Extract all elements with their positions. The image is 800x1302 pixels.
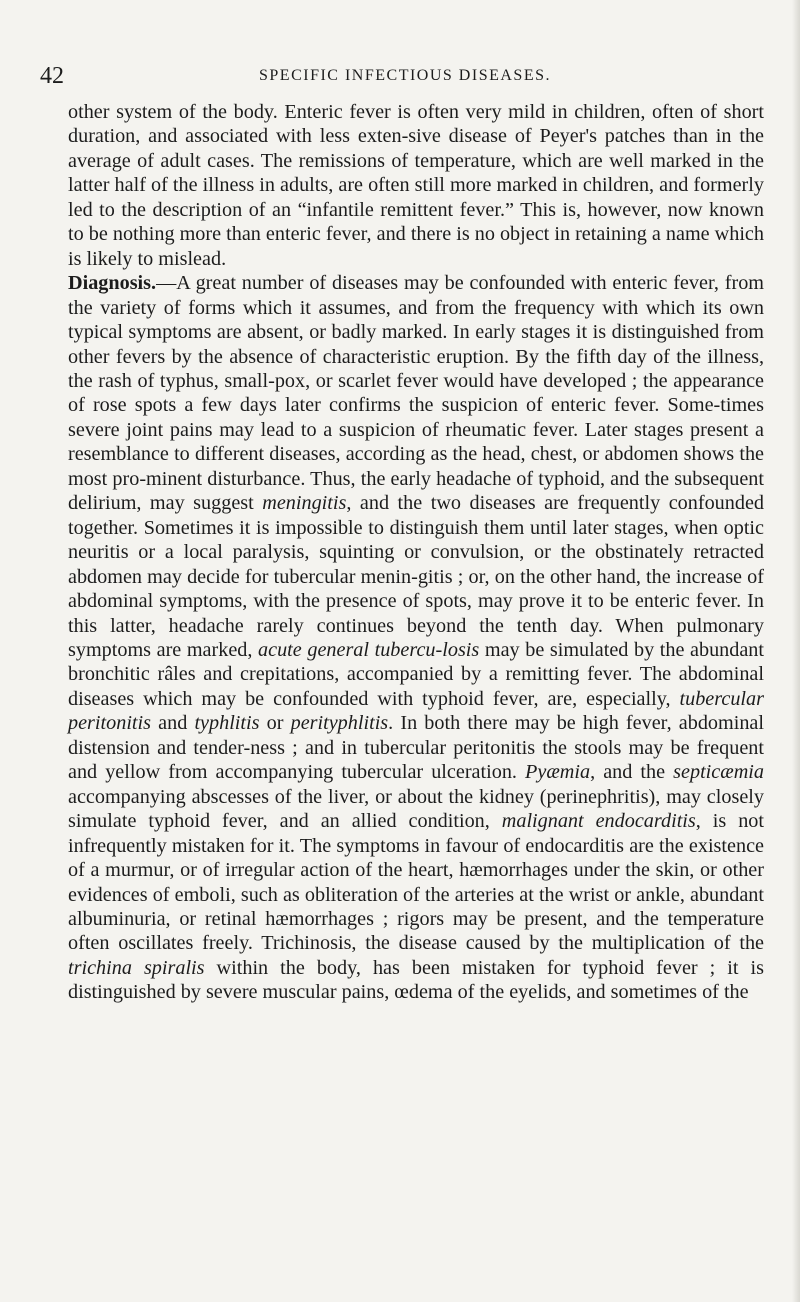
italic-term: malignant endocarditis — [501, 810, 696, 833]
paragraph-text: , and the — [590, 761, 674, 784]
running-head — [40, 62, 770, 90]
italic-term: typhlitis — [194, 712, 260, 735]
paragraph-text: and — [151, 712, 195, 735]
italic-term: septicæmia — [673, 761, 764, 784]
paragraph-text: may be simulated by the abundant bronchitic râles and crepitations, accompanied by a remitting fever. The abdominal diseases which may be confounded with typhoid fever, are, especially, — [68, 638, 765, 710]
running-title: SPECIFIC INFECTIOUS DISEASES. — [259, 67, 551, 84]
italic-term: tubercular peritonitis — [68, 687, 764, 735]
italic-term: trichina spiralis — [68, 956, 205, 979]
paragraph-text: or — [259, 712, 291, 735]
body-text — [68, 100, 764, 1005]
paragraph-text: other system of the body. Enteric fever is often very mild in children, often of short duration, and associated with less exten-sive disease of Peyer's patches than in the average of adult cases. The remissions of temperature, which are well marked in the latter half of the illness in adults, are often still more marked in children, and formerly led to the description of an “infantile remittent fever.” This is, however, now known to be nothing more than enteric fever, and there is no object in retaining a name which is likely to mislead. — [68, 101, 764, 270]
paragraph-text: accompanying abscesses of the liver, or about the kidney (perinephritis), may closely simulate typhoid fever, and an allied condition, — [68, 785, 764, 833]
section-heading-diagnosis: Diagnosis. — [68, 272, 157, 295]
paragraph-text: —A great number of diseases may be confounded with enteric fever, from the variety of forms which it assumes, and from the frequency with which its own typical symptoms are absent, or badly marked. In early stages it is distinguished from other fevers by the absence of characteristic eruption. By the fifth day of the illness, the rash of typhus, small-pox, or scarlet fever would have developed ; the appearance of rose spots a few days later confirms the suspicion of enteric fever. Some-times severe joint pains may lead to a suspicion of rheumatic fever. Later stages present a resemblance to different diseases, according as the head, chest, or abdomen shows the most pro-minent disturbance. Thus, the early headache of typhoid, and the subsequent delirium, may suggest — [68, 272, 764, 515]
italic-term: perityphlitis — [290, 712, 389, 735]
paragraph-text: , is not infrequently mistaken for it. The symptoms in favour of endocarditis are the existence of a murmur, or of irregular action of the heart, hæmorrhages under the skin, or other evidences of emboli, such as obliteration of the arteries at the wrist or ankle, abundant albuminuria, or retinal hæmorrhages ; rigors may be present, and the temperature often oscillates freely. Trichinosis, the disease caused by the multiplication of the — [68, 810, 764, 955]
paragraph-text: . In both there may be high fever, abdominal distension and tender-ness ; and in tubercular peritonitis the stools may be frequent and yellow from accompanying tubercular ulceration. — [68, 712, 764, 784]
paragraph-text: , and the two diseases are frequently confounded together. Sometimes it is impossible to distinguish them until later stages, when optic neuritis or a local paralysis, squinting or convulsion, or the obstinately retracted abdomen may decide for tubercular menin-gitis ; or, on the other hand, the increase of abdominal symptoms, with the presence of spots, may prove it to be enteric fever. In this latter, headache rarely continues beyond the tenth day. When pulmonary symptoms are marked, — [68, 492, 764, 661]
paragraph-text: within the body, has been mistaken for typhoid fever ; it is distinguished by severe muscular pains, œdema of the eyelids, and sometimes of the — [68, 956, 764, 1004]
page-edge-shadow — [792, 0, 800, 1302]
italic-term: Pyæmia — [525, 761, 591, 784]
page-number: 42 — [40, 63, 64, 89]
paragraph-diagnosis — [68, 271, 764, 1005]
italic-term: meningitis — [262, 492, 347, 515]
paragraph-enteric-children — [68, 100, 764, 271]
italic-term: acute general tubercu-losis — [258, 638, 480, 661]
